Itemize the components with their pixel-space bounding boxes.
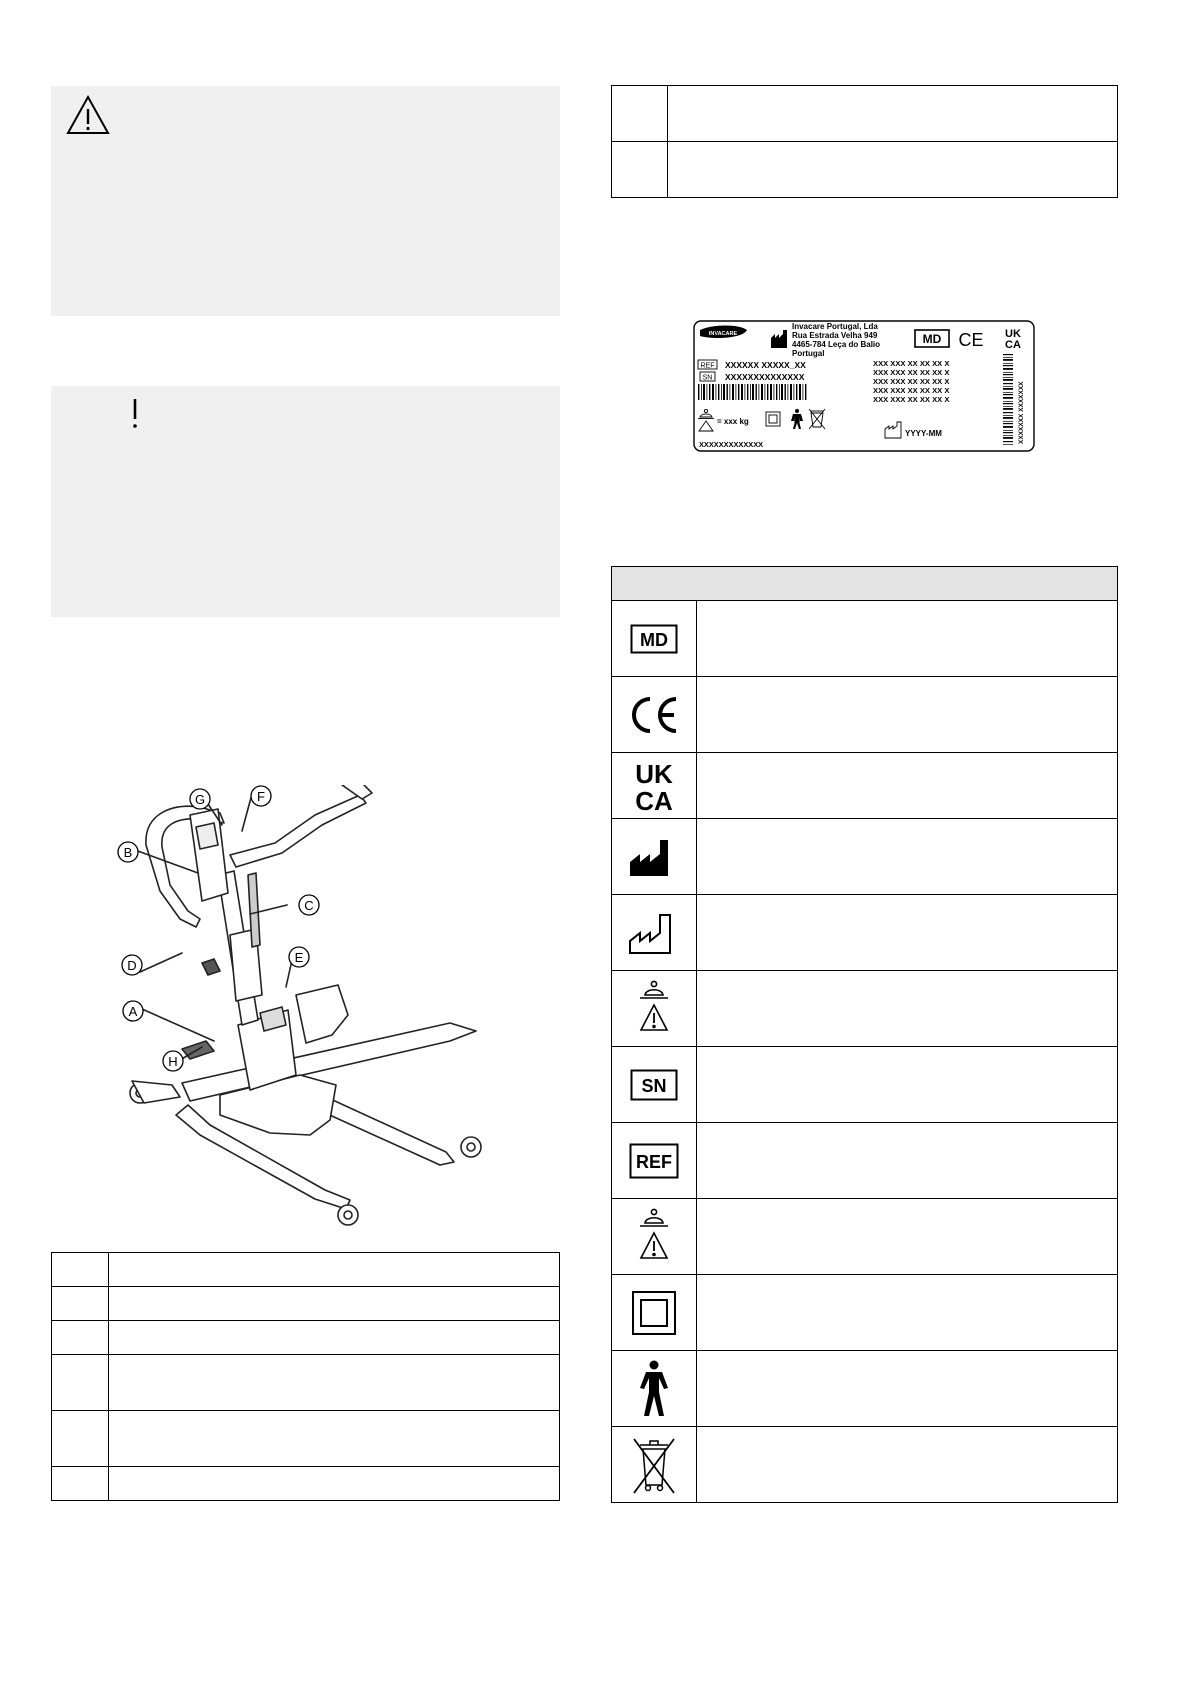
callout-b — [118, 842, 138, 862]
svg-text:D: D — [127, 958, 137, 973]
sn-tag: SN — [702, 374, 713, 382]
svg-text:C: C — [304, 898, 314, 913]
table-row — [612, 1427, 1118, 1503]
ce-mark: CE — [958, 330, 984, 350]
svg-text:INVACARE: INVACARE — [708, 331, 738, 337]
callout-h — [163, 1051, 183, 1071]
maximum-load-icon — [634, 980, 674, 1038]
symbols-table — [611, 566, 1118, 1503]
serial-number-icon — [630, 1069, 678, 1101]
table-row — [612, 1123, 1118, 1199]
manufacturer-line: Invacare Portugal, Lda — [792, 322, 878, 331]
manufacturer-icon — [628, 836, 680, 878]
table-row — [52, 1411, 560, 1467]
svg-text:H: H — [168, 1054, 178, 1069]
sn-value: XXXXXXXXXXXXXX — [725, 372, 805, 382]
table-row — [612, 753, 1118, 819]
manufacturer-line: 4465-784 Leça do Balio — [792, 340, 881, 349]
code-line: XXX XXX XX XX XX X — [873, 359, 950, 368]
warning-notice — [51, 86, 560, 316]
medical-device-icon — [630, 624, 678, 654]
svg-text:SN: SN — [641, 1075, 667, 1096]
reference-number-icon — [629, 1143, 679, 1179]
manufacturer-line: Rua Estrada Velha 949 — [792, 331, 878, 340]
exclamation-icon — [131, 398, 139, 430]
footer-code: XXXXXXXXXXXXX — [699, 440, 764, 449]
svg-text:F: F — [257, 789, 265, 804]
md-mark: MD — [922, 332, 942, 346]
product-label-plate — [693, 320, 1035, 452]
code-line: XXX XXX XX XX XX X — [873, 368, 950, 377]
callout-d — [122, 955, 142, 975]
max-load-value: = xxx kg — [717, 417, 749, 426]
table-row — [612, 819, 1118, 895]
ukca-mark-bottom: CA — [1005, 339, 1021, 351]
svg-text:G: G — [194, 792, 206, 807]
svg-text:REF: REF — [636, 1151, 672, 1172]
svg-text:UK: UK — [635, 758, 673, 789]
ukca-mark-top: UK — [1005, 328, 1021, 340]
maximum-load-icon — [634, 1208, 674, 1266]
parts-legend-table — [51, 1252, 560, 1501]
table-row — [612, 142, 1118, 198]
callout-a — [123, 1001, 143, 1021]
code-line: XXX XXX XX XX XX X — [873, 386, 950, 395]
callout-f — [251, 786, 271, 806]
ce-mark-icon — [628, 695, 680, 735]
svg-text:A: A — [128, 1004, 138, 1019]
table-header-row — [612, 567, 1118, 601]
svg-text:MD: MD — [640, 629, 668, 650]
callout-e — [289, 947, 309, 967]
warning-triangle-icon — [65, 94, 111, 136]
code-line: XXX XXX XX XX XX X — [873, 377, 950, 386]
code-line: XXX XXX XX XX XX X — [873, 395, 950, 404]
callout-c — [299, 895, 319, 915]
table-row — [52, 1321, 560, 1355]
ref-value: XXXXXX XXXXX_XX — [725, 360, 806, 370]
table-row — [612, 1199, 1118, 1275]
top-right-table — [611, 85, 1118, 198]
caution-notice — [51, 386, 560, 617]
table-row — [52, 1467, 560, 1501]
date-of-manufacture: YYYY-MM — [905, 429, 942, 438]
type-b-applied-part-icon — [638, 1360, 670, 1418]
table-row — [612, 1351, 1118, 1427]
svg-text:CA: CA — [635, 785, 673, 813]
svg-text:B: B — [123, 845, 133, 860]
patient-lift-illustration — [110, 785, 510, 1240]
svg-text:E: E — [294, 950, 304, 965]
table-row — [52, 1355, 560, 1411]
date-of-manufacture-icon — [628, 911, 680, 955]
callout-g — [190, 789, 210, 809]
table-row — [612, 971, 1118, 1047]
manufacturer-line: Portugal — [792, 349, 825, 358]
table-row — [612, 895, 1118, 971]
table-row — [52, 1253, 560, 1287]
table-row — [612, 1047, 1118, 1123]
vertical-code: XXXXXXX XXXXXXX — [1018, 381, 1025, 444]
table-row — [612, 1275, 1118, 1351]
class-ii-equipment-icon — [631, 1290, 677, 1336]
ukca-mark-icon — [630, 759, 678, 813]
table-row — [612, 86, 1118, 142]
table-row — [612, 677, 1118, 753]
table-row — [612, 601, 1118, 677]
weee-crossed-bin-icon — [628, 1435, 680, 1495]
ref-tag: REF — [700, 362, 715, 370]
table-row — [52, 1287, 560, 1321]
